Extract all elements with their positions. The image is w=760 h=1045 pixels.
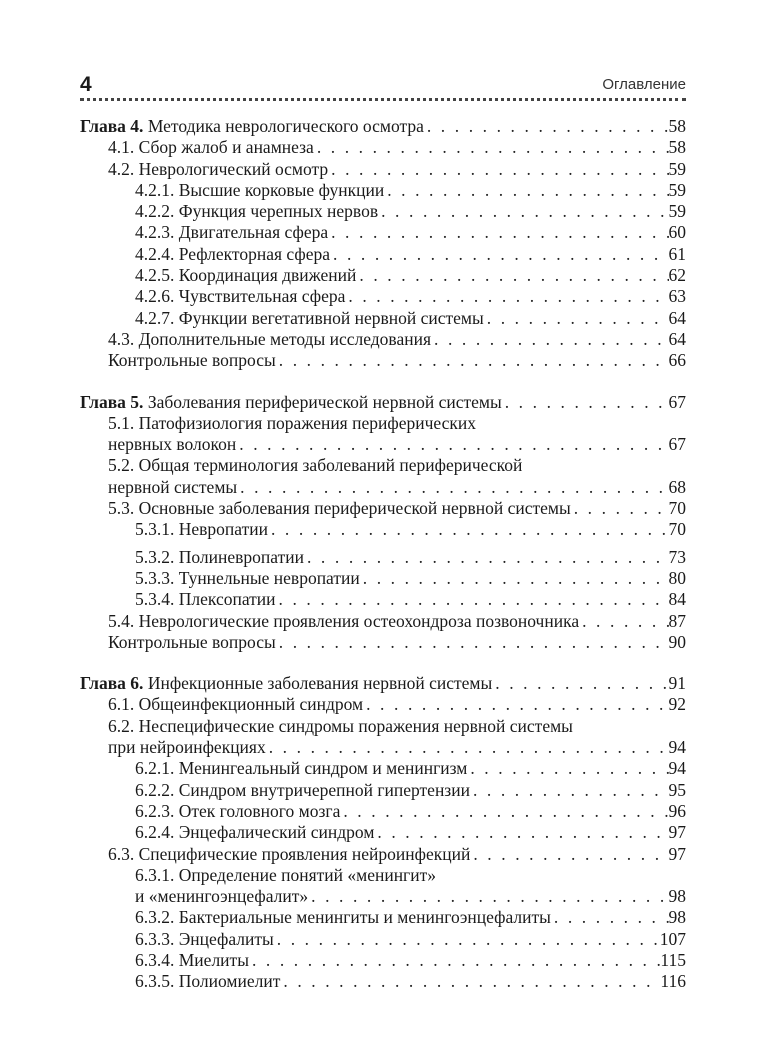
chapter-title: Методика неврологического осмотра: [147, 116, 424, 136]
toc-entry-6-2-1[interactable]: [80, 758, 686, 779]
leader-dots: [579, 611, 668, 632]
toc-entry-5-1-line1[interactable]: 5.1. Патофизиология поражения периферических: [108, 412, 476, 433]
page-ref: 59: [668, 201, 686, 222]
entry-label: 4.2.4. Рефлекторная сфера: [135, 243, 330, 264]
toc-entry-4-2-6[interactable]: [80, 286, 686, 307]
toc-chapter-5[interactable]: [80, 392, 686, 413]
leader-dots: [470, 844, 668, 865]
leader-dots: [328, 222, 668, 243]
toc-entry-4-questions[interactable]: [80, 350, 686, 371]
entry-label: 6.2.1. Менингеальный синдром и менингизм: [135, 758, 468, 779]
page-ref: 62: [668, 265, 686, 286]
running-title: Оглавление: [602, 76, 686, 93]
entry-label: 4.2.7. Функции вегетативной нервной системы: [135, 307, 484, 328]
entry-label: 5.3.4. Плексопатии: [135, 589, 276, 610]
entry-label: 5.3.3. Туннельные невропатии: [135, 567, 360, 588]
entry-label: 4.2.2. Функция черепных нервов: [135, 201, 379, 222]
page-ref: 94: [668, 737, 686, 758]
entry-label: 4.2. Неврологический осмотр: [108, 158, 329, 179]
leader-dots: [470, 780, 669, 801]
leader-dots: [502, 392, 669, 413]
chapter-label: Глава 5.: [80, 391, 144, 412]
page-ref: 90: [668, 631, 686, 652]
entry-label: 5.3.2. Полиневропатии: [135, 546, 304, 567]
entry-label: 4.2.1. Высшие корковые функции: [135, 179, 385, 200]
leader-dots: [356, 265, 668, 286]
page-ref: 97: [668, 822, 686, 843]
page-ref: 59: [668, 179, 686, 200]
toc-entry-5-3-2[interactable]: [80, 547, 686, 568]
page-ref: 80: [668, 567, 686, 588]
chapter-spacer: [80, 653, 686, 673]
page-ref: 70: [668, 519, 686, 540]
page-ref: 67: [668, 434, 686, 455]
page-ref: 66: [668, 350, 686, 371]
leader-dots: [484, 308, 669, 329]
entry-label: 5.4. Неврологические проявления остеохондроза позвоночника: [108, 610, 580, 631]
toc-entry-5-3[interactable]: [80, 498, 686, 519]
leader-dots: [330, 244, 669, 265]
entry-label: 4.2.3. Двигательная сфера: [135, 222, 329, 243]
toc-entry-4-2-1[interactable]: [80, 180, 686, 201]
toc-entry-6-1[interactable]: [80, 694, 686, 715]
page-ref: 98: [668, 886, 686, 907]
entry-label: нервной системы: [108, 476, 238, 497]
entry-label: Контрольные вопросы: [108, 350, 276, 371]
chapter-title: Инфекционные заболевания нервной системы: [147, 673, 493, 694]
leader-dots: [276, 632, 669, 653]
entry-label: 4.3. Дополнительные методы исследования: [108, 328, 431, 349]
entry-label: 6.3.4. Миелиты: [135, 949, 249, 970]
entry-label: 6.1. Общеинфекционный синдром: [108, 694, 364, 715]
toc-entry-5-1[interactable]: [80, 434, 686, 455]
page-ref: 116: [660, 971, 686, 992]
page-ref: 98: [668, 907, 686, 928]
page-ref: 64: [668, 328, 686, 349]
leader-dots: [374, 822, 668, 843]
entry-label: 5.3.1. Невропатии: [135, 519, 268, 540]
entry-label: 5.3. Основные заболевания периферической нервной системы: [108, 498, 571, 519]
toc-entry-4-1[interactable]: [80, 137, 686, 158]
chapter-title: Заболевания периферической нервной системы: [147, 391, 502, 412]
toc-entry-5-4[interactable]: [80, 611, 686, 632]
page-ref: 94: [668, 758, 686, 779]
leader-dots: [276, 589, 669, 610]
entry-label: при нейроинфекциях: [108, 737, 266, 758]
leader-dots: [431, 329, 669, 350]
leader-dots: [280, 971, 660, 992]
toc-entry-6-3[interactable]: [80, 844, 686, 865]
table-of-contents: [80, 116, 686, 993]
entry-label: 6.2.2. Синдром внутричерепной гипертензии: [135, 779, 470, 800]
toc-entry-6-2[interactable]: [80, 737, 686, 758]
entry-label: 6.3. Специфические проявления нейроинфекций: [108, 843, 471, 864]
entry-label: 6.2.3. Отек головного мозга: [135, 800, 341, 821]
running-header: [80, 72, 686, 101]
leader-dots: [308, 886, 668, 907]
toc-entry-6-2-2[interactable]: [80, 780, 686, 801]
page-ref: 59: [668, 158, 686, 179]
toc-entry-5-3-1[interactable]: [80, 519, 686, 540]
leader-dots: [237, 477, 668, 498]
page-ref: 96: [668, 800, 686, 821]
leader-dots: [424, 116, 669, 137]
entry-label: и «менингоэнцефалит»: [135, 886, 309, 907]
entry-label: 4.2.6. Чувствительная сфера: [135, 286, 346, 307]
leader-dots: [268, 519, 669, 540]
toc-entry-6-2-4[interactable]: [80, 822, 686, 843]
entry-label: 6.3.2. Бактериальные менингиты и менингоэнцефалиты: [135, 907, 551, 928]
entry-label: 4.1. Сбор жалоб и анамнеза: [108, 137, 314, 158]
entry-label: 4.2.5. Координация движений: [135, 265, 357, 286]
chapter-label: Глава 4.: [80, 116, 144, 136]
page-ref: 95: [668, 779, 686, 800]
toc-entry-4-2-7[interactable]: [80, 308, 686, 329]
chapter-label: Глава 6.: [80, 673, 144, 694]
leader-dots: [236, 434, 668, 455]
leader-dots: [345, 286, 668, 307]
leader-dots: [363, 694, 668, 715]
leader-dots: [328, 159, 668, 180]
chapter-spacer: [80, 372, 686, 392]
page-ref: 68: [668, 476, 686, 497]
leader-dots: [384, 180, 668, 201]
toc-entry-4-2-5[interactable]: [80, 265, 686, 286]
page-ref: 61: [668, 243, 686, 264]
page-ref: 63: [668, 286, 686, 307]
toc-chapter-6[interactable]: [80, 673, 686, 694]
entry-label: нервных волокон: [108, 434, 237, 455]
toc-entry-5-3-4[interactable]: [80, 589, 686, 610]
toc-entry-4-2-3[interactable]: [80, 222, 686, 243]
leader-dots: [314, 137, 669, 158]
entry-label: 6.3.5. Полиомиелит: [135, 971, 281, 992]
toc-entry-5-2[interactable]: [80, 477, 686, 498]
toc-chapter-4[interactable]: [80, 116, 686, 137]
page-ref: 84: [668, 589, 686, 610]
page-ref: 67: [668, 391, 686, 412]
leader-dots: [360, 568, 669, 589]
toc-entry-4-2[interactable]: [80, 159, 686, 180]
toc-entry-6-3-1-line1[interactable]: 6.3.1. Определение понятий «менингит»: [135, 864, 436, 885]
page-ref: 87: [668, 610, 686, 631]
entry-label: 6.2.4. Энцефалический синдром: [135, 822, 375, 843]
toc-entry-4-3[interactable]: [80, 329, 686, 350]
leader-dots: [274, 929, 660, 950]
leader-dots: [276, 350, 669, 371]
toc-entry-5-3-3[interactable]: [80, 568, 686, 589]
leader-dots: [551, 907, 669, 928]
toc-entry-4-2-4[interactable]: [80, 244, 686, 265]
toc-entry-6-3-4[interactable]: [80, 950, 686, 971]
leader-dots: [492, 673, 668, 694]
page-ref: 64: [668, 307, 686, 328]
toc-entry-6-2-3[interactable]: [80, 801, 686, 822]
page-ref: 58: [668, 116, 686, 136]
toc-entry-6-3-1[interactable]: [80, 886, 686, 907]
page-ref: 70: [668, 498, 686, 519]
page-ref: 92: [668, 694, 686, 715]
leader-dots: [304, 547, 669, 568]
leader-dots: [378, 201, 668, 222]
leader-dots: [340, 801, 668, 822]
leader-dots: [467, 758, 668, 779]
leader-dots: [266, 737, 669, 758]
page-ref: 107: [659, 928, 686, 949]
page-number: 4: [80, 73, 92, 96]
toc-entry-6-3-2[interactable]: [80, 907, 686, 928]
page-ref: 58: [668, 137, 686, 158]
toc-entry-5-2-line1[interactable]: 5.2. Общая терминология заболеваний периферической: [108, 455, 523, 476]
toc-entry-6-3-5[interactable]: [80, 971, 686, 992]
entry-label: Контрольные вопросы: [108, 631, 276, 652]
leader-dots: [571, 498, 669, 519]
toc-entry-6-2-line1[interactable]: 6.2. Неспецифические синдромы поражения нервной системы: [108, 715, 573, 736]
toc-entry-5-questions[interactable]: [80, 632, 686, 653]
leader-dots: [249, 950, 660, 971]
page-ref: 97: [668, 843, 686, 864]
page-ref: 115: [660, 949, 686, 970]
page-ref: 91: [668, 673, 686, 694]
toc-entry-6-3-3[interactable]: [80, 929, 686, 950]
entry-label: 6.3.3. Энцефалиты: [135, 928, 274, 949]
toc-entry-4-2-2[interactable]: [80, 201, 686, 222]
page-ref: 60: [668, 222, 686, 243]
page-ref: 73: [668, 546, 686, 567]
